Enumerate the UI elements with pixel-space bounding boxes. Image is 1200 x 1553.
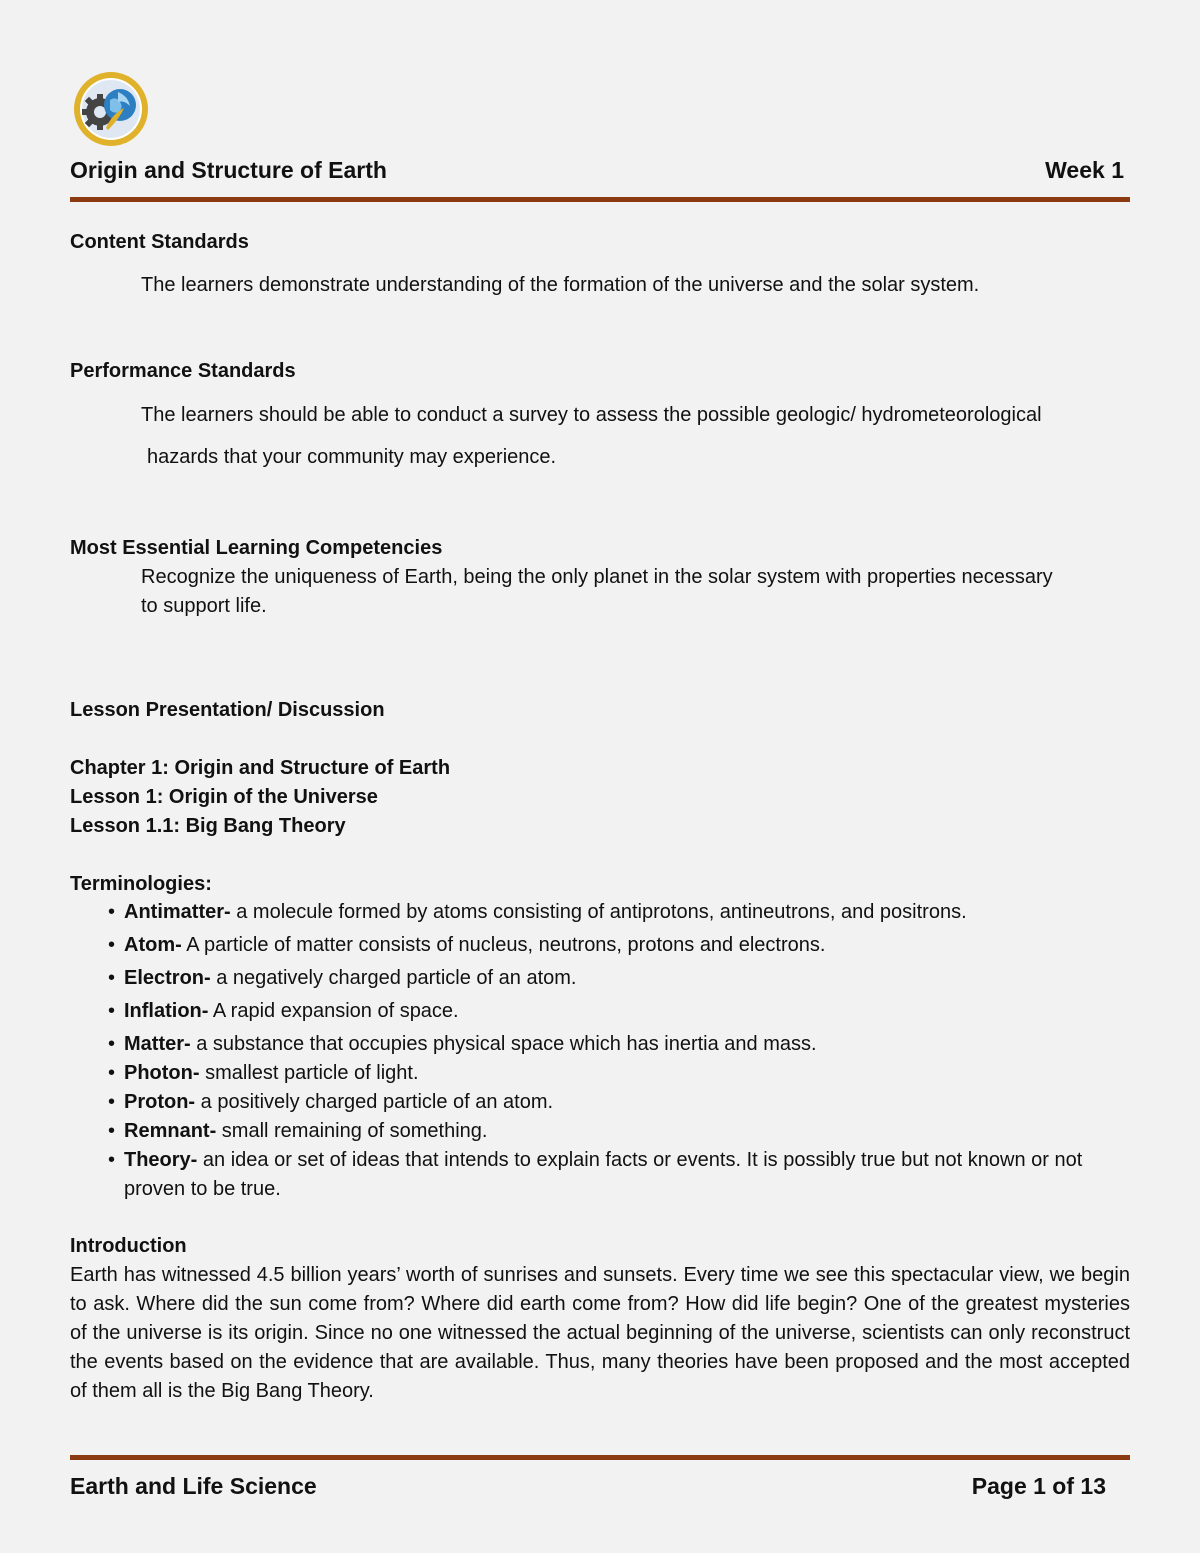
term: Electron- bbox=[124, 967, 211, 989]
list-item: • Inflation- A rapid expansion of space. bbox=[108, 1000, 459, 1022]
document-title: Origin and Structure of Earth bbox=[70, 156, 387, 183]
term: Inflation- bbox=[124, 1000, 209, 1022]
term-definition: a substance that occupies physical space which has inertia and mass. bbox=[190, 1033, 817, 1055]
list-item: • Antimatter- a molecule formed by atoms consisting of antiprotons, antineutrons, and positrons. bbox=[108, 901, 967, 923]
chapter-title: Chapter 1: Origin and Structure of Earth bbox=[70, 757, 451, 779]
list-item: • Electron- a negatively charged particle of an atom. bbox=[108, 967, 577, 989]
term-definition: small remaining of something. bbox=[216, 1120, 488, 1142]
list-item: • Photon- smallest particle of light. bbox=[108, 1062, 419, 1084]
performance-standards-heading: Performance Standards bbox=[70, 360, 296, 382]
term-definition: A particle of matter consists of nucleus, neutrons, protons and electrons. bbox=[181, 934, 826, 956]
term-definition: a positively charged particle of an atom. bbox=[195, 1091, 554, 1113]
list-item: • Remnant- small remaining of something. bbox=[108, 1120, 488, 1142]
term: Proton- bbox=[124, 1091, 196, 1113]
school-logo-icon bbox=[72, 70, 150, 148]
lesson-title: Lesson 1: Origin of the Universe bbox=[70, 786, 378, 808]
page-number: Page 1 of 13 bbox=[971, 1472, 1106, 1499]
term: Remnant- bbox=[124, 1120, 217, 1142]
footer-divider bbox=[70, 1455, 1130, 1460]
list-item: • Matter- a substance that occupies physical space which has inertia and mass. bbox=[108, 1033, 817, 1055]
page-header bbox=[70, 154, 1124, 186]
header-divider bbox=[70, 197, 1130, 202]
content-standards-text: The learners demonstrate understanding of the formation of the universe and the solar system. bbox=[141, 274, 980, 296]
lesson-heading: Lesson Presentation/ Discussion bbox=[70, 699, 385, 721]
subject-label: Earth and Life Science bbox=[70, 1472, 317, 1499]
term-definition: a molecule formed by atoms consisting of antiprotons, antineutrons, and positrons. bbox=[230, 901, 967, 923]
sublesson-title: Lesson 1.1: Big Bang Theory bbox=[70, 815, 346, 837]
term: Theory- bbox=[124, 1149, 198, 1171]
term: Photon- bbox=[124, 1062, 200, 1084]
content-standards-heading: Content Standards bbox=[70, 231, 249, 253]
list-item: • Proton- a positively charged particle of an atom. bbox=[108, 1091, 554, 1113]
list-item: • Theory- an idea or set of ideas that intends to explain facts or events. It is possibly true but not known or not proven to be true. bbox=[108, 1149, 1083, 1200]
term-definition: smallest particle of light. bbox=[199, 1062, 419, 1084]
term-definition: a negatively charged particle of an atom. bbox=[210, 967, 577, 989]
week-label: Week 1 bbox=[1045, 156, 1124, 183]
melc-line2: to support life. bbox=[141, 595, 267, 617]
terminologies-heading: Terminologies: bbox=[70, 873, 212, 895]
performance-standards-line1: The learners should be able to conduct a survey to assess the possible geologic/ hydrometeorological bbox=[141, 404, 1042, 426]
introduction-heading: Introduction bbox=[70, 1235, 187, 1257]
performance-standards-line2: hazards that your community may experience. bbox=[147, 446, 557, 468]
list-item: • Atom- A particle of matter consists of nucleus, neutrons, protons and electrons. bbox=[108, 934, 826, 956]
term: Atom- bbox=[124, 934, 182, 956]
page-footer bbox=[70, 1470, 1106, 1502]
terminology-list bbox=[108, 898, 1138, 1204]
term-definition: A rapid expansion of space. bbox=[208, 1000, 459, 1022]
melc-heading: Most Essential Learning Competencies bbox=[70, 537, 443, 559]
term: Matter- bbox=[124, 1033, 191, 1055]
introduction-text: Earth has witnessed 4.5 billion years’ worth of sunrises and sunsets. Every time we see this spectacular view, we begin to ask. Where did the sun come from? Where did earth come from? How did life begin? One of the greatest mysteries of the universe is its origin. Since no one witnessed the actual beginning of the universe, scientists can only reconstruct the events based on the evidence that are available. Thus, many theories have been proposed and the most accepted of them all is the Big Bang Theory. bbox=[70, 1264, 1130, 1402]
term-definition: an idea or set of ideas that intends to explain facts or events. It is possibly true but not known or not proven to be true. bbox=[124, 1149, 1083, 1200]
melc-line1: Recognize the uniqueness of Earth, being the only planet in the solar system with properties necessary bbox=[141, 566, 1053, 588]
term: Antimatter- bbox=[124, 901, 231, 923]
